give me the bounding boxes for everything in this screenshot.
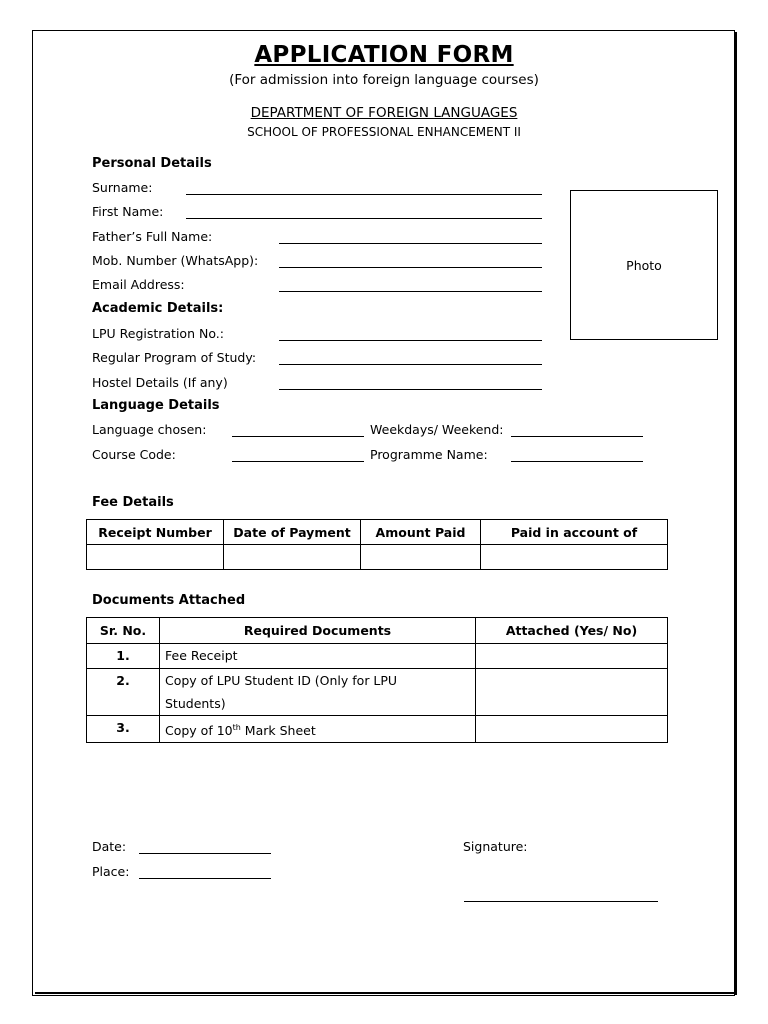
department-name: DEPARTMENT OF FOREIGN LANGUAGES [250,105,518,121]
doc-row-num: 3. [87,716,160,743]
fee-details-heading: Fee Details [92,495,174,510]
signature-field[interactable] [464,901,658,902]
doc-col-required: Required Documents [160,618,476,644]
doc-row-name-post: Mark Sheet [240,723,316,739]
fee-table-header [87,520,668,545]
personal-details-heading: Personal Details [92,156,212,171]
programme-name-label: Programme Name: [370,447,488,462]
fee-col-amount: Amount Paid [361,520,481,545]
registration-field[interactable] [279,340,542,341]
table-row [87,644,668,669]
photo-label: Photo [626,257,662,273]
school-name: SCHOOL OF PROFESSIONAL ENHANCEMENT II [247,125,521,139]
mobile-field[interactable] [279,267,542,268]
surname-label: Surname: [92,180,153,195]
doc-row-num: 2. [87,669,160,716]
photo-box[interactable] [570,190,718,340]
doc-row-name [160,669,476,716]
fee-date-cell[interactable] [224,545,361,570]
documents-table-header [87,618,668,644]
signature-label: Signature: [463,839,528,854]
hostel-field[interactable] [279,389,542,390]
date-label: Date: [92,839,127,854]
doc-row-name-line2: Students) [165,696,226,711]
page-shadow-right [735,32,737,995]
email-label: Email Address: [92,277,185,292]
fee-col-date: Date of Payment [224,520,361,545]
fee-receipt-cell[interactable] [87,545,224,570]
fee-table [86,519,668,570]
hostel-label: Hostel Details (If any) [92,375,228,390]
mobile-label: Mob. Number (WhatsApp): [92,253,259,268]
fee-amount-cell[interactable] [361,545,481,570]
place-label: Place: [92,864,130,879]
doc-row-name [160,716,476,743]
weekdays-label: Weekdays/ Weekend: [370,422,504,437]
documents-heading: Documents Attached [92,593,246,608]
page-shadow-bottom [35,992,737,994]
fee-account-cell[interactable] [481,545,668,570]
doc-row-name-line1: Copy of LPU Student ID (Only for LPU [165,673,398,688]
course-code-label: Course Code: [92,447,176,462]
father-name-label: Father’s Full Name: [92,229,213,244]
doc-row-attached-cell[interactable] [476,716,668,743]
language-chosen-label: Language chosen: [92,422,207,437]
language-chosen-field[interactable] [232,436,364,437]
doc-col-attached: Attached (Yes/ No) [476,618,668,644]
doc-row-attached-cell[interactable] [476,644,668,669]
documents-table [86,617,668,743]
doc-row-name-sup: th [232,723,241,732]
email-field[interactable] [279,291,542,292]
first-name-label: First Name: [92,204,164,219]
weekdays-field[interactable] [511,436,643,437]
surname-field[interactable] [186,194,542,195]
program-field[interactable] [279,364,542,365]
fee-col-receipt: Receipt Number [87,520,224,545]
course-code-field[interactable] [232,461,364,462]
table-row [87,716,668,743]
date-field[interactable] [139,853,271,854]
father-name-field[interactable] [279,243,542,244]
table-row [87,669,668,716]
registration-label: LPU Registration No.: [92,326,224,341]
programme-name-field[interactable] [511,461,643,462]
doc-row-num: 1. [87,644,160,669]
doc-col-srno: Sr. No. [87,618,160,644]
language-details-heading: Language Details [92,398,220,413]
academic-details-heading: Academic Details: [92,301,224,316]
page-border [32,30,735,996]
form-subtitle: (For admission into foreign language courses) [229,72,539,88]
table-row [87,545,668,570]
place-field[interactable] [139,878,271,879]
doc-row-name: Fee Receipt [160,644,476,669]
fee-col-account: Paid in account of [481,520,668,545]
program-label: Regular Program of Study: [92,350,257,365]
form-title: APPLICATION FORM [254,42,514,68]
doc-row-name-pre: Copy of 10 [165,723,233,739]
first-name-field[interactable] [186,218,542,219]
doc-row-attached-cell[interactable] [476,669,668,716]
